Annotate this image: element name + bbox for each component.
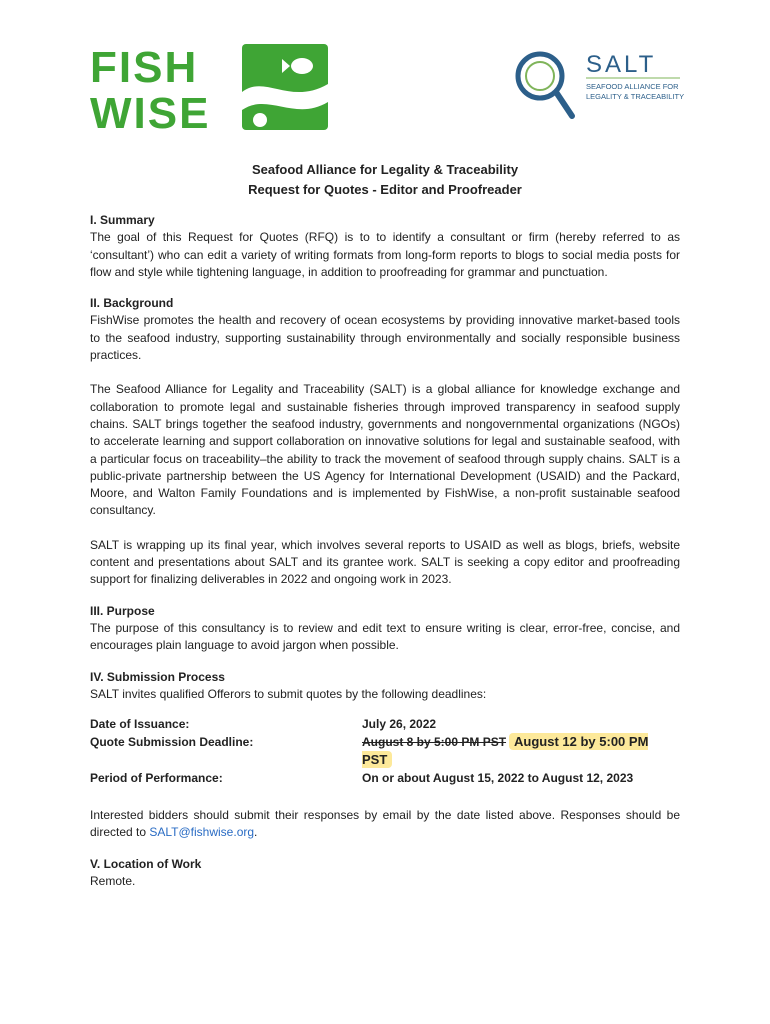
deadline-label: Quote Submission Deadline: [90,735,254,750]
document-subtitle: Request for Quotes - Editor and Proofreader [248,182,522,197]
salt-logo-name: SALT [586,51,657,78]
submission-heading: IV. Submission Process [90,669,225,684]
issuance-label: Date of Issuance: [90,717,190,732]
performance-value: On or about August 15, 2022 to August 12, 2023 [362,771,634,786]
deadline-value [362,733,680,769]
instructions-text: Interested bidders should submit their responses by email by the date listed above. Responses should be directed to [90,808,680,840]
location-heading: V. Location of Work [90,856,202,871]
email-link[interactable]: SALT@fishwise.org [149,825,255,840]
background-paragraph-2: The Seafood Alliance for Legality and Traceability (SALT) is a global alliance for knowledge exchange and collaboration to promote legal and sustainable fisheries through improved transparency in seafood supply chains. SALT brings together the seafood industry, governments and nongovernmental organizations (NGOs) to accelerate learning and support collaboration on innovative solutions for legal and sustainable seafood, with a particular focus on traceability–the ability to track the movement of seafood through supply chains. SALT is a public-private partnership between the US Agency for International Development (USAID) and the Packard, Moore, and Walton Family Foundations and is implemented by FishWise, a non-profit sustainable seafood consultancy. [90,382,680,518]
background-heading: II. Background [90,296,174,311]
salt-logo [510,44,690,126]
fishwise-logo-line2: WISE [90,89,211,130]
title-block [90,160,680,200]
salt-logo-subtitle-2: LEGALITY & TRACEABILITY [586,92,685,101]
salt-logo-subtitle-1: SEAFOOD ALLIANCE FOR [586,82,679,91]
deadline-old: August 8 by 5:00 PM PST [362,735,507,750]
background-paragraph-3: SALT is wrapping up its final year, which involves several reports to USAID as well as blogs, briefs, website content and presentations about SALT and its grantee work. SALT is seeking a copy editor and proofreading support for finalizing deliverables in 2022 and ongoing work in 2023. [90,537,680,587]
submission-instructions [90,807,680,842]
document-title: Seafood Alliance for Legality & Traceability [251,162,519,177]
fish-icon [291,58,313,74]
document-body [90,160,680,890]
deadline-new-highlight: August 12 by 5:00 PM PST [362,734,649,768]
fishwise-logo-line1: FISH [90,44,199,92]
summary-text: The goal of this Request for Quotes (RFQ) is to to identify a consultant or firm (hereby referred to as ‘consultant’) who can edit a variety of writing formats from long-form reports to blogs to social media posts for flow and style while tightening language, in addition to proofreading for grammar and punctuation. [90,230,680,279]
shell-icon [253,113,267,127]
performance-label: Period of Performance: [90,771,223,786]
issuance-value: July 26, 2022 [362,717,437,732]
purpose-heading: III. Purpose [90,603,155,618]
location-text: Remote. [90,874,136,889]
summary-heading: I. Summary [90,213,155,227]
instructions-end: . [254,825,258,840]
deadlines-table [90,715,680,787]
submission-intro: SALT invites qualified Offerors to submit quotes by the following deadlines: [90,686,487,701]
fishwise-logo [90,44,330,130]
purpose-text: The purpose of this consultancy is to review and edit text to ensure writing is clear, error-free, concise, and encourages plain language to avoid jargon when possible. [90,620,680,653]
background-paragraph-1: FishWise promotes the health and recovery of ocean ecosystems by providing innovative market-based tools to the seafood industry, supporting sustainability through environmentally and socially responsible business practices. [90,313,680,363]
